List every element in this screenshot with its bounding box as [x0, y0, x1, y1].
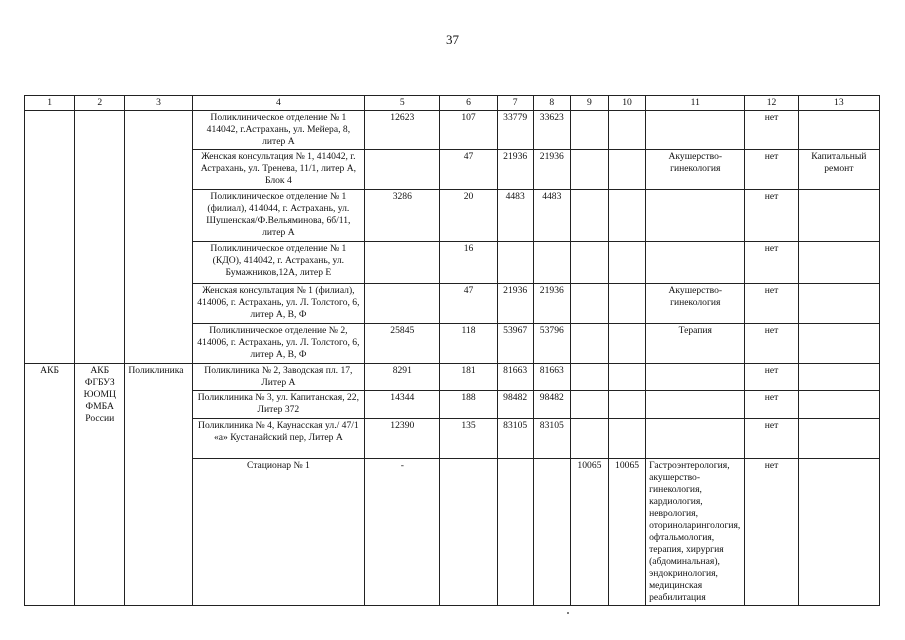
value-cell: 25845: [365, 324, 440, 364]
value-cell: [608, 364, 645, 391]
value-cell: 81663: [497, 364, 533, 391]
note-cell: [798, 284, 879, 324]
value-cell: [608, 150, 645, 190]
value-cell: нет: [745, 111, 798, 150]
value-cell: нет: [745, 242, 798, 284]
column-header: 4: [192, 96, 365, 111]
value-cell: 33779: [497, 111, 533, 150]
profile-cell: [646, 242, 745, 284]
facility-cell: Женская консультация № 1 (филиал), 414006, г. Астрахань, ул. Л. Толстого, 6, литер А, В, Ф: [192, 284, 365, 324]
facility-cell: Женская консультация № 1, 414042, г. Астрахань, ул. Тренева, 11/1, литер А, Блок 4: [192, 150, 365, 190]
profile-cell: Акушерство-гинекология: [646, 284, 745, 324]
value-cell: нет: [745, 324, 798, 364]
value-cell: 12623: [365, 111, 440, 150]
value-cell: [570, 190, 608, 242]
value-cell: 4483: [497, 190, 533, 242]
facilities-table: [24, 95, 880, 606]
profile-cell: Акушерство-гинекология: [646, 150, 745, 190]
facility-cell: Поликлиника № 4, Каунасская ул./ 47/1 «а» Кустанайский пер, Литер А: [192, 419, 365, 459]
column-header: 6: [440, 96, 497, 111]
value-cell: нет: [745, 459, 798, 606]
profile-cell: [646, 364, 745, 391]
note-cell: [798, 190, 879, 242]
type-cell: Поликлиника: [125, 364, 192, 606]
value-cell: [570, 284, 608, 324]
value-cell: 4483: [533, 190, 570, 242]
cell-empty: [25, 111, 75, 364]
profile-cell: Терапия: [646, 324, 745, 364]
value-cell: [570, 419, 608, 459]
value-cell: 3286: [365, 190, 440, 242]
value-cell: 21936: [533, 284, 570, 324]
column-header: 13: [798, 96, 879, 111]
value-cell: 107: [440, 111, 497, 150]
value-cell: 118: [440, 324, 497, 364]
profile-cell: [646, 190, 745, 242]
facility-cell: Поликлиническое отделение № 1 (филиал), 414044, г. Астрахань, ул. Шушенская/Ф.Вельяминова, 6б/11, литер А: [192, 190, 365, 242]
value-cell: [608, 391, 645, 419]
table-row: [25, 111, 880, 150]
value-cell: 14344: [365, 391, 440, 419]
column-header: 12: [745, 96, 798, 111]
value-cell: [497, 459, 533, 606]
note-cell: [798, 111, 879, 150]
note-cell: [798, 324, 879, 364]
value-cell: [497, 242, 533, 284]
value-cell: [570, 111, 608, 150]
profile-cell: [646, 111, 745, 150]
column-header: 11: [646, 96, 745, 111]
value-cell: [533, 459, 570, 606]
value-cell: 8291: [365, 364, 440, 391]
value-cell: [570, 242, 608, 284]
value-cell: 53967: [497, 324, 533, 364]
value-cell: 21936: [533, 150, 570, 190]
profile-cell: Гастроэнтерология, акушерство-гинекология, кардиология, неврология, оториноларингология, офтальмология, терапия, хирургия (абдоминальная), эндокринология, медицинская реабилитация: [646, 459, 745, 606]
column-header: 3: [125, 96, 192, 111]
value-cell: 21936: [497, 150, 533, 190]
value-cell: 47: [440, 284, 497, 324]
value-cell: 16: [440, 242, 497, 284]
column-header: 2: [75, 96, 125, 111]
facility-cell: Поликлиника № 2, Заводская пл. 17, Литер А: [192, 364, 365, 391]
value-cell: 83105: [497, 419, 533, 459]
value-cell: [570, 364, 608, 391]
column-header: 8: [533, 96, 570, 111]
organization-cell: АКБ ФГБУЗ ЮОМЦ ФМБА России: [75, 364, 125, 606]
value-cell: 188: [440, 391, 497, 419]
value-cell: [533, 242, 570, 284]
column-header: 1: [25, 96, 75, 111]
table-row: [25, 364, 880, 391]
note-cell: Капитальный ремонт: [798, 150, 879, 190]
column-header: 9: [570, 96, 608, 111]
value-cell: -: [365, 459, 440, 606]
facility-cell: Поликлиническое отделение № 1 414042, г.Астрахань, ул. Мейера, 8, литер А: [192, 111, 365, 150]
value-cell: нет: [745, 419, 798, 459]
cell-empty: [75, 111, 125, 364]
facility-cell: Стационар № 1: [192, 459, 365, 606]
value-cell: 20: [440, 190, 497, 242]
note-cell: [798, 364, 879, 391]
note-cell: [798, 391, 879, 419]
facility-cell: Поликлиническое отделение № 1 (КДО), 414042, г. Астрахань, ул. Бумажников,12А, литер Е: [192, 242, 365, 284]
facility-cell: Поликлиника № 3, ул. Капитанская, 22, Литер 372: [192, 391, 365, 419]
value-cell: [608, 190, 645, 242]
value-cell: нет: [745, 364, 798, 391]
value-cell: [608, 111, 645, 150]
profile-cell: [646, 391, 745, 419]
column-header: 10: [608, 96, 645, 111]
facility-cell: Поликлиническое отделение № 2, 414006, г. Астрахань, ул. Л. Толстого, 6, литер А, В, Ф: [192, 324, 365, 364]
region-cell: АКБ: [25, 364, 75, 606]
value-cell: 135: [440, 419, 497, 459]
value-cell: [608, 419, 645, 459]
value-cell: [608, 284, 645, 324]
value-cell: нет: [745, 190, 798, 242]
cell-empty: [125, 111, 192, 364]
value-cell: 21936: [497, 284, 533, 324]
profile-cell: [646, 419, 745, 459]
value-cell: нет: [745, 150, 798, 190]
value-cell: 33623: [533, 111, 570, 150]
value-cell: 10065: [608, 459, 645, 606]
value-cell: 98482: [533, 391, 570, 419]
value-cell: [365, 284, 440, 324]
value-cell: [570, 150, 608, 190]
page-number: 37: [446, 32, 459, 47]
header-row: [25, 96, 880, 111]
value-cell: [365, 150, 440, 190]
value-cell: 98482: [497, 391, 533, 419]
note-cell: [798, 419, 879, 459]
value-cell: 47: [440, 150, 497, 190]
value-cell: [365, 242, 440, 284]
value-cell: 10065: [570, 459, 608, 606]
value-cell: [570, 391, 608, 419]
scan-mark: [567, 612, 569, 614]
value-cell: 81663: [533, 364, 570, 391]
column-header: 5: [365, 96, 440, 111]
value-cell: нет: [745, 284, 798, 324]
value-cell: 83105: [533, 419, 570, 459]
value-cell: [608, 324, 645, 364]
value-cell: нет: [745, 391, 798, 419]
value-cell: 181: [440, 364, 497, 391]
value-cell: 12390: [365, 419, 440, 459]
value-cell: 53796: [533, 324, 570, 364]
note-cell: [798, 459, 879, 606]
value-cell: [570, 324, 608, 364]
value-cell: [440, 459, 497, 606]
column-header: 7: [497, 96, 533, 111]
value-cell: [608, 242, 645, 284]
note-cell: [798, 242, 879, 284]
